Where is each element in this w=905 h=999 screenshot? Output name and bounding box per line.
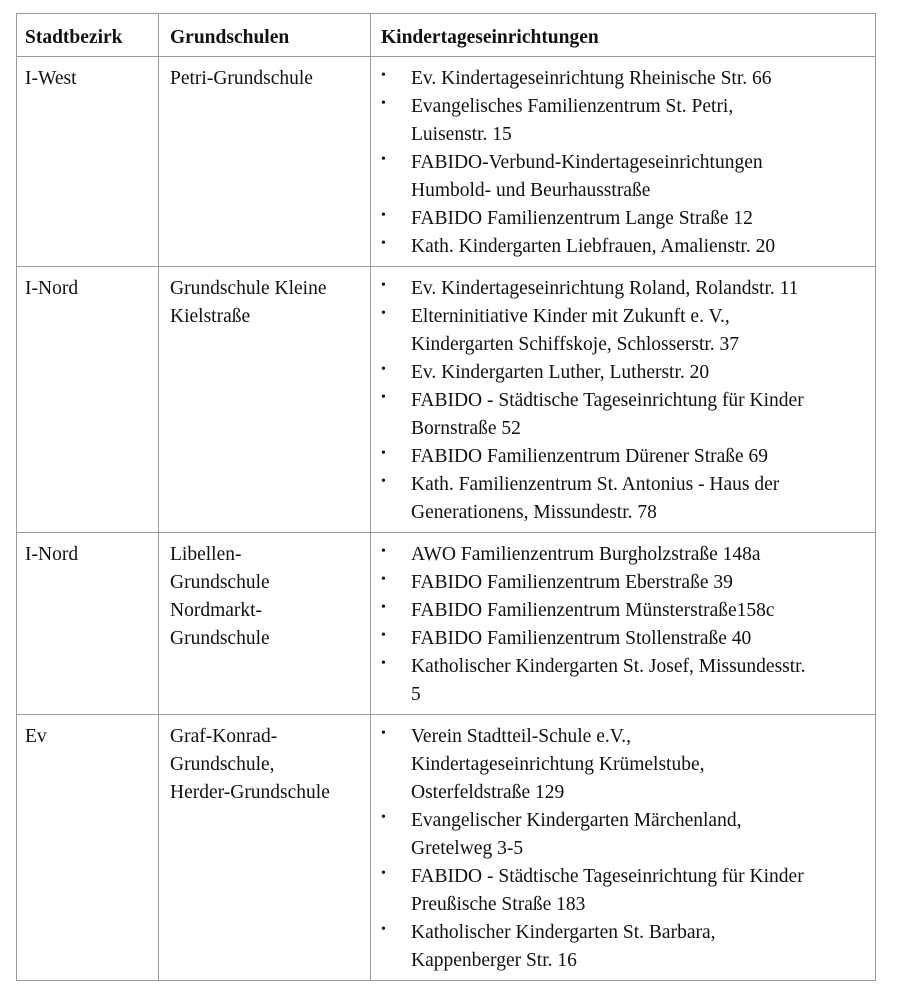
kita-line: FABIDO-Verbund-Kindertageseinrichtungen bbox=[411, 152, 763, 173]
kita-line: Luisenstr. 15 bbox=[411, 124, 512, 145]
kita-list-item bbox=[371, 597, 869, 625]
kita-line: FABIDO Familienzentrum Münsterstraße158c bbox=[411, 600, 775, 621]
header-stadtbezirk: Stadtbezirk bbox=[17, 14, 159, 57]
kita-line: FABIDO Familienzentrum Stollenstraße 40 bbox=[411, 628, 752, 649]
bullet-icon: • bbox=[381, 236, 386, 251]
kita-list-item bbox=[371, 541, 869, 569]
kita-line: Evangelisches Familienzentrum St. Petri, bbox=[411, 96, 734, 117]
bullet-icon: • bbox=[381, 810, 386, 825]
table-row bbox=[17, 267, 876, 533]
grundschulen-cell bbox=[159, 715, 371, 981]
bullet-icon: • bbox=[381, 390, 386, 405]
schools-table bbox=[16, 13, 876, 981]
kita-line: Evangelischer Kindergarten Märchenland, bbox=[411, 810, 742, 831]
kita-list-item bbox=[371, 387, 869, 443]
kitas-cell bbox=[371, 533, 876, 715]
stadtbezirk-cell: Ev bbox=[17, 715, 159, 981]
grundschule-line: Grundschule bbox=[170, 572, 270, 593]
kita-list-item bbox=[371, 919, 869, 975]
kita-line: Osterfeldstraße 129 bbox=[411, 782, 565, 803]
kita-list-item bbox=[371, 93, 869, 149]
kita-line: FABIDO Familienzentrum Lange Straße 12 bbox=[411, 208, 753, 229]
bullet-icon: • bbox=[381, 278, 386, 293]
kita-line: FABIDO Familienzentrum Dürener Straße 69 bbox=[411, 446, 769, 467]
kita-list-item bbox=[371, 863, 869, 919]
bullet-icon: • bbox=[381, 656, 386, 671]
header-row bbox=[17, 14, 876, 57]
kita-line: Gretelweg 3-5 bbox=[411, 838, 524, 859]
kita-line: Kappenberger Str. 16 bbox=[411, 950, 577, 971]
kita-line: Humbold- und Beurhausstraße bbox=[411, 180, 651, 201]
stadtbezirk-cell: I-Nord bbox=[17, 533, 159, 715]
bullet-icon: • bbox=[381, 628, 386, 643]
bullet-icon: • bbox=[381, 152, 386, 167]
kitas-cell bbox=[371, 267, 876, 533]
kita-line: Elterninitiative Kinder mit Zukunft e. V., bbox=[411, 306, 730, 327]
kita-line: Bornstraße 52 bbox=[411, 418, 521, 439]
table-body bbox=[17, 57, 876, 981]
bullet-icon: • bbox=[381, 208, 386, 223]
kita-line: Preußische Straße 183 bbox=[411, 894, 586, 915]
bullet-icon: • bbox=[381, 96, 386, 111]
kita-line: FABIDO Familienzentrum Eberstraße 39 bbox=[411, 572, 733, 593]
kita-line: Ev. Kindertageseinrichtung Rheinische Str. 66 bbox=[411, 68, 772, 89]
bullet-icon: • bbox=[381, 572, 386, 587]
kita-list-item bbox=[371, 653, 869, 709]
kita-list-item bbox=[371, 807, 869, 863]
stadtbezirk-cell: I-Nord bbox=[17, 267, 159, 533]
grundschule-line: Petri-Grundschule bbox=[170, 68, 313, 89]
bullet-icon: • bbox=[381, 922, 386, 937]
header-kindertageseinrichtungen: Kindertageseinrichtungen bbox=[371, 14, 876, 57]
kita-line: FABIDO - Städtische Tageseinrichtung für Kinder bbox=[411, 866, 804, 887]
kita-line: FABIDO - Städtische Tageseinrichtung für Kinder bbox=[411, 390, 804, 411]
stadtbezirk-cell: I-West bbox=[17, 57, 159, 267]
bullet-icon: • bbox=[381, 544, 386, 559]
grundschule-line: Grundschule Kleine bbox=[170, 278, 327, 299]
kita-line: 5 bbox=[411, 684, 421, 705]
grundschule-line: Grundschule bbox=[170, 628, 270, 649]
kita-list-item bbox=[371, 625, 869, 653]
kita-list-item bbox=[371, 275, 869, 303]
kita-line: Katholischer Kindergarten St. Josef, Missundesstr. bbox=[411, 656, 806, 677]
kita-line: Kindergarten Schiffskoje, Schlosserstr. 37 bbox=[411, 334, 740, 355]
bullet-icon: • bbox=[381, 306, 386, 321]
kita-list bbox=[371, 275, 869, 527]
kitas-cell bbox=[371, 715, 876, 981]
bullet-icon: • bbox=[381, 68, 386, 83]
kita-list-item bbox=[371, 723, 869, 807]
grundschulen-cell bbox=[159, 57, 371, 267]
header-grundschulen: Grundschulen bbox=[159, 14, 371, 57]
grundschulen-cell bbox=[159, 533, 371, 715]
table-row bbox=[17, 533, 876, 715]
grundschule-line: Libellen- bbox=[170, 544, 242, 565]
kita-list bbox=[371, 541, 869, 709]
bullet-icon: • bbox=[381, 866, 386, 881]
kita-list-item bbox=[371, 303, 869, 359]
kita-line: Kath. Familienzentrum St. Antonius - Haus der bbox=[411, 474, 780, 495]
grundschule-line: Kielstraße bbox=[170, 306, 251, 327]
bullet-icon: • bbox=[381, 362, 386, 377]
kita-list-item bbox=[371, 569, 869, 597]
bullet-icon: • bbox=[381, 474, 386, 489]
table-row bbox=[17, 715, 876, 981]
kita-line: Ev. Kindergarten Luther, Lutherstr. 20 bbox=[411, 362, 710, 383]
kita-list-item bbox=[371, 205, 869, 233]
grundschule-line: Nordmarkt- bbox=[170, 600, 263, 621]
grundschule-line: Grundschule, bbox=[170, 754, 275, 775]
kita-line: Ev. Kindertageseinrichtung Roland, Rolandstr. 11 bbox=[411, 278, 799, 299]
kita-list-item bbox=[371, 471, 869, 527]
kita-list bbox=[371, 65, 869, 261]
bullet-icon: • bbox=[381, 446, 386, 461]
grundschule-line: Graf-Konrad- bbox=[170, 726, 278, 747]
kita-list bbox=[371, 723, 869, 975]
kita-list-item bbox=[371, 65, 869, 93]
kita-list-item bbox=[371, 233, 869, 261]
kita-list-item bbox=[371, 443, 869, 471]
kita-line: Katholischer Kindergarten St. Barbara, bbox=[411, 922, 716, 943]
kita-line: Kindertageseinrichtung Krümelstube, bbox=[411, 754, 705, 775]
bullet-icon: • bbox=[381, 600, 386, 615]
table-row bbox=[17, 57, 876, 267]
kita-list-item bbox=[371, 149, 869, 205]
kita-line: Verein Stadtteil-Schule e.V., bbox=[411, 726, 632, 747]
kita-list-item bbox=[371, 359, 869, 387]
kitas-cell bbox=[371, 57, 876, 267]
bullet-icon: • bbox=[381, 726, 386, 741]
grundschulen-cell bbox=[159, 267, 371, 533]
kita-line: Generationens, Missundestr. 78 bbox=[411, 502, 657, 523]
kita-line: Kath. Kindergarten Liebfrauen, Amalienstr. 20 bbox=[411, 236, 776, 257]
kita-line: AWO Familienzentrum Burgholzstraße 148a bbox=[411, 544, 761, 565]
grundschule-line: Herder-Grundschule bbox=[170, 782, 330, 803]
